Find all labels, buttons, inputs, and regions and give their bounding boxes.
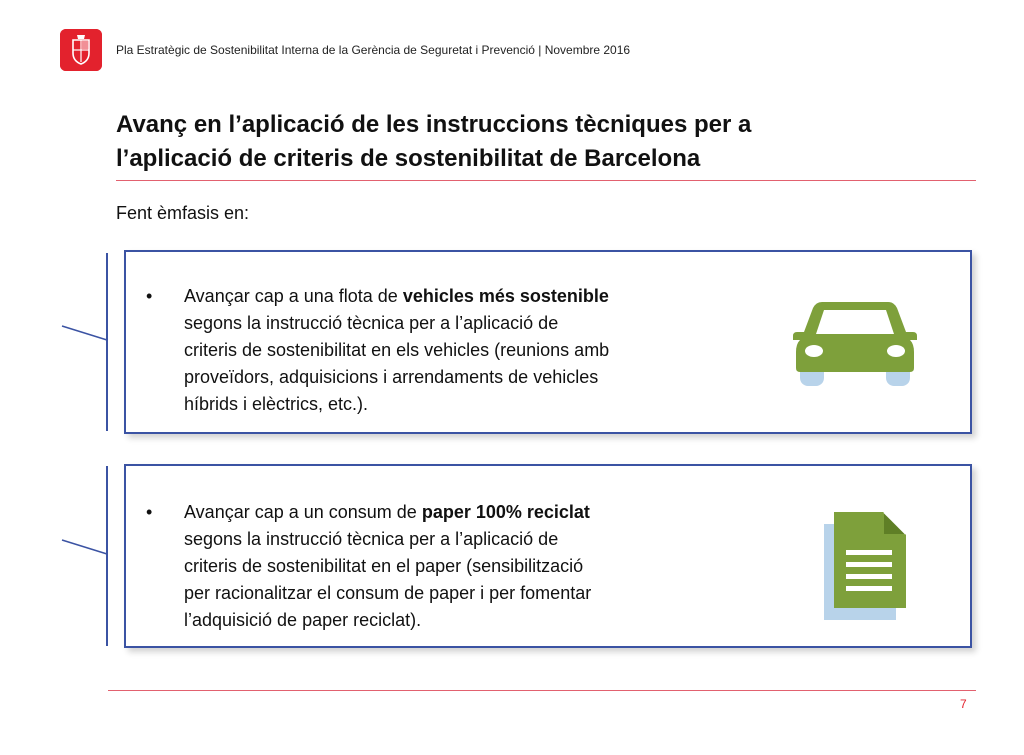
connector-line-2 [62,540,107,554]
item-box-vehicles [124,250,972,434]
item-line-3: criteris de sostenibilitat en el paper (sensibilització [184,556,584,576]
title-divider [116,180,976,181]
page-title [116,108,976,176]
bullet: • [146,286,153,306]
bullet: • [146,502,153,522]
title-line-2: l’aplicació de criteris de sostenibilitat de Barcelona [116,145,701,172]
page-number: 7 [960,697,967,711]
item-line-1: Avançar cap a un consum de [184,502,422,522]
connector-line-1 [62,326,107,340]
item-line-2: segons la instrucció tècnica per a l’aplicació de [184,313,559,333]
header-text: Pla Estratègic de Sostenibilitat Interna de la Gerència de Seguretat i Prevenció | Novembre 2016 [116,43,631,57]
item-text [184,283,744,418]
footer-divider [108,690,976,691]
car-icon [792,296,918,397]
title-line-1: Avanç en l’aplicació de les instruccions tècniques per a [116,111,752,138]
item-box-paper [124,464,972,648]
connector-lines [0,0,130,755]
item-line-4: per racionalitzar el consum de paper i per fomentar [184,583,592,603]
subtitle: Fent èmfasis en: [116,203,250,223]
item-highlight: vehicles més sostenible [402,286,609,306]
item-line-3: criteris de sostenibilitat en els vehicles (reunions amb [184,340,610,360]
item-text [184,499,744,634]
item-highlight: paper 100% reciclat [421,502,590,522]
item-line-5: híbrids i elèctrics, etc.). [184,394,369,414]
item-line-2: segons la instrucció tècnica per a l’aplicació de [184,529,559,549]
document-icon [822,510,912,627]
item-line-1: Avançar cap a una flota de [184,286,403,306]
item-line-4: proveïdors, adquisicions i arrendaments de vehicles [184,367,599,387]
item-line-5: l’adquisició de paper reciclat). [184,610,422,630]
